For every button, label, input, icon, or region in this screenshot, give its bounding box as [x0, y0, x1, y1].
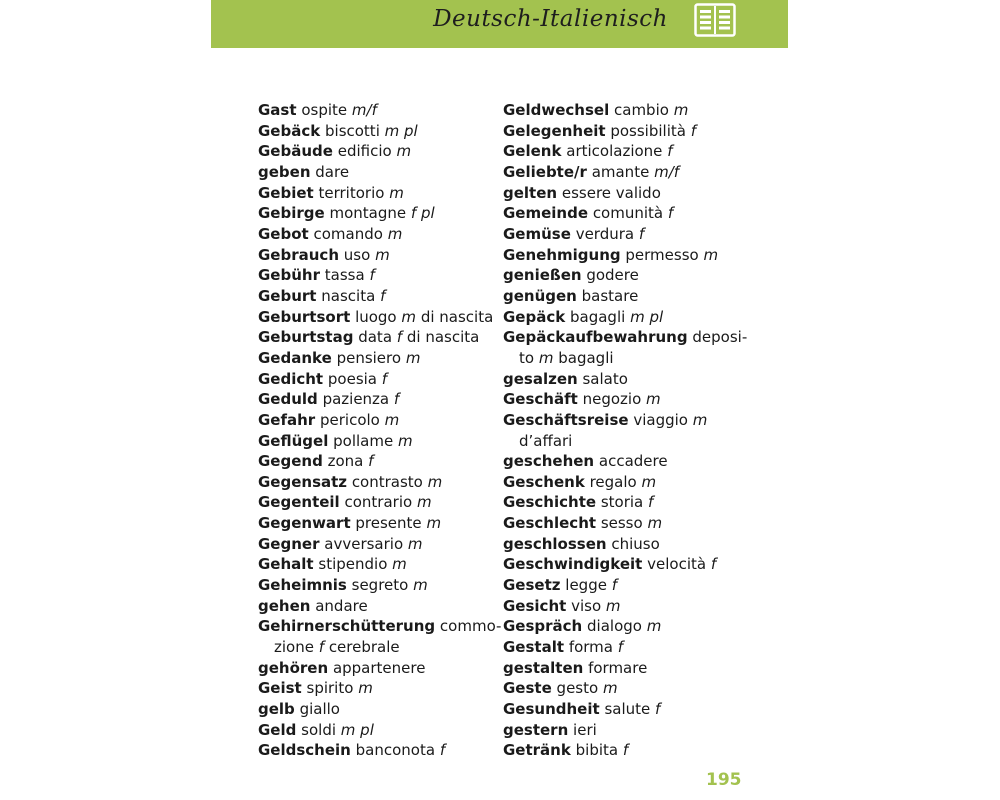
gender-marker: f	[622, 741, 629, 760]
headword: Gelegenheit	[503, 121, 606, 140]
headword: gelb	[258, 700, 295, 719]
headword: Gepäckaufbewahrung	[503, 328, 688, 347]
gender-marker: m	[426, 514, 442, 533]
headword: gestern	[503, 720, 569, 739]
dictionary-entry	[503, 369, 753, 390]
headword: Geldwechsel	[503, 101, 610, 119]
gender-marker: m	[646, 617, 662, 636]
dictionary-entry	[258, 658, 498, 679]
translation: viaggio	[633, 410, 688, 429]
dictionary-entry	[503, 100, 753, 121]
translation: essere valido	[561, 183, 661, 202]
gender-marker: f	[381, 369, 388, 388]
headword: gelten	[503, 183, 558, 202]
gender-marker: m	[407, 534, 423, 553]
dictionary-entry-continuation	[503, 431, 753, 452]
translation: spirito	[306, 679, 354, 698]
gender-marker: f	[690, 121, 696, 140]
headword: Gegenteil	[258, 493, 340, 512]
headword: Gepäck	[503, 307, 566, 326]
page-number: 195	[706, 770, 742, 790]
dictionary-entry	[258, 183, 498, 204]
headword: Gestalt	[503, 638, 565, 657]
gender-marker: m	[392, 555, 407, 574]
headword: Gast	[258, 101, 297, 119]
dictionary-entry	[503, 720, 753, 741]
translation: viso	[571, 596, 602, 615]
dictionary-entry	[503, 534, 753, 555]
page-header	[211, 0, 788, 48]
translation: chiuso	[611, 534, 660, 553]
dictionary-entry	[503, 678, 753, 699]
headword: Genehmigung	[503, 245, 621, 264]
headword: Gehirnerschütterung	[258, 617, 436, 636]
translation: salute	[604, 700, 651, 719]
translation: stipendio	[318, 555, 388, 574]
gender-marker: m pl	[340, 720, 374, 739]
dictionary-entry	[503, 596, 753, 617]
headword: Gehalt	[258, 555, 314, 574]
translation: segreto	[351, 576, 409, 595]
dictionary-entry	[258, 265, 498, 286]
dictionary-entry	[503, 472, 753, 493]
headword: gesalzen	[503, 369, 578, 388]
gender-marker: m	[602, 679, 618, 698]
dictionary-entry	[258, 121, 498, 142]
headword: Geist	[258, 679, 302, 698]
headword: Geschenk	[503, 472, 585, 491]
dictionary-entry	[503, 121, 753, 142]
translation: accadere	[598, 452, 668, 471]
headword: Geburt	[258, 286, 317, 305]
translation: giallo	[299, 700, 340, 719]
dictionary-entry	[258, 100, 498, 121]
gender-marker: m	[703, 245, 719, 264]
headword: Gedanke	[258, 348, 332, 367]
translation: cambio	[614, 101, 669, 119]
translation: formare	[588, 658, 648, 677]
translation: luogo	[355, 307, 397, 326]
headword: Geste	[503, 679, 552, 698]
gender-marker: m	[646, 390, 661, 409]
headword: Gemüse	[503, 224, 571, 243]
headword: Gebäude	[258, 142, 333, 161]
translation: zona	[327, 452, 364, 471]
dictionary-entry	[258, 348, 498, 369]
headword: Gelenk	[503, 142, 562, 161]
headword: Geflügel	[258, 431, 329, 450]
gender-marker: f	[369, 266, 375, 285]
headword: gehen	[258, 596, 311, 615]
dictionary-entry	[258, 141, 498, 162]
translation: uso	[343, 245, 371, 264]
dictionary-entry	[503, 513, 753, 534]
gender-marker: f	[667, 204, 674, 223]
translation: tassa	[324, 266, 365, 285]
gender-marker: m	[692, 410, 708, 429]
dictionary-entry	[258, 575, 498, 596]
open-book-icon	[694, 3, 736, 37]
translation: poesia	[327, 369, 377, 388]
headword: Gefahr	[258, 410, 316, 429]
gender-marker: f	[667, 142, 673, 161]
headword: genießen	[503, 266, 582, 285]
translation: gesto	[556, 679, 599, 698]
gender-marker: m	[605, 596, 621, 615]
translation: ospite	[301, 101, 348, 119]
translation: permesso	[625, 245, 699, 264]
dictionary-entry	[258, 513, 498, 534]
dictionary-entry	[258, 369, 498, 390]
dictionary-column-right	[503, 100, 753, 761]
dictionary-entry	[503, 183, 753, 204]
dictionary-entry	[503, 637, 753, 658]
headword: Gegensatz	[258, 472, 348, 491]
translation: montagne	[329, 204, 407, 223]
dictionary-entry	[503, 658, 753, 679]
dictionary-entry	[258, 596, 498, 617]
dictionary-entry	[503, 141, 753, 162]
dictionary-entry	[503, 203, 753, 224]
translation: d’affari	[519, 431, 573, 450]
gender-marker: f	[611, 576, 618, 595]
translation: dare	[315, 162, 350, 181]
gender-marker: m	[396, 142, 412, 161]
headword: Gebot	[258, 224, 309, 243]
gender-marker: f	[396, 328, 403, 347]
dictionary-entry	[503, 327, 753, 348]
gender-marker: m	[401, 307, 417, 326]
headword: Gegenwart	[258, 514, 351, 533]
gender-marker: m	[389, 183, 404, 202]
dictionary-entry	[503, 286, 753, 307]
gender-marker: m/f	[351, 101, 377, 119]
dictionary-entry	[258, 410, 498, 431]
translation: biscotti	[325, 121, 380, 140]
headword: Gebrauch	[258, 245, 339, 264]
headword: gestalten	[503, 658, 584, 677]
translation: regalo	[589, 472, 637, 491]
translation: comunità	[592, 204, 664, 223]
headword: Geschwindigkeit	[503, 555, 643, 574]
translation: deposi-	[692, 328, 748, 347]
translation: appartenere	[332, 658, 426, 677]
dictionary-entry-continuation	[503, 348, 753, 369]
translation-extra: di nascita	[420, 307, 494, 326]
gender-marker: m	[405, 348, 421, 367]
translation: comando	[313, 224, 383, 243]
translation: pericolo	[320, 410, 380, 429]
gender-marker: f	[655, 700, 661, 719]
section-title: Deutsch-Italienisch	[433, 6, 668, 32]
dictionary-entry	[258, 286, 498, 307]
gender-marker: m	[538, 348, 554, 367]
headword: Geschäftsreise	[503, 410, 629, 429]
translation: articolazione	[566, 142, 663, 161]
dictionary-entry	[503, 224, 753, 245]
gender-marker: m	[673, 101, 689, 119]
dictionary-entry	[503, 492, 753, 513]
headword: Geschichte	[503, 493, 597, 512]
dictionary-entry	[503, 389, 753, 410]
gender-marker: m	[416, 493, 432, 512]
translation: avversario	[324, 534, 404, 553]
gender-marker: f	[648, 493, 654, 512]
gender-marker: m	[375, 245, 390, 264]
dictionary-entry	[503, 265, 753, 286]
gender-marker: m pl	[384, 121, 418, 140]
translation: andare	[315, 596, 368, 615]
dictionary-entry	[258, 492, 498, 513]
headword: Geduld	[258, 390, 318, 409]
gender-marker: m	[387, 224, 403, 243]
translation: storia	[600, 493, 644, 512]
dictionary-entry	[503, 740, 753, 761]
translation: amante	[591, 162, 650, 181]
headword: Gesetz	[503, 576, 561, 595]
gender-marker: m	[413, 576, 428, 595]
translation-extra: bagagli	[558, 348, 614, 367]
headword: Geschäft	[503, 390, 578, 409]
headword: Geldschein	[258, 741, 351, 760]
translation: godere	[586, 266, 639, 285]
dictionary-entry	[258, 472, 498, 493]
gender-marker: f	[380, 286, 386, 305]
dictionary-entry	[258, 740, 498, 761]
gender-marker: f	[638, 224, 645, 243]
dictionary-entry	[258, 616, 502, 637]
dictionary-entry	[503, 410, 753, 431]
translation-extra: cerebrale	[328, 638, 400, 657]
translation: dialogo	[587, 617, 642, 636]
translation-extra: di nascita	[406, 328, 480, 347]
dictionary-entry	[503, 616, 753, 637]
translation: edificio	[337, 142, 392, 161]
dictionary-entry	[258, 307, 498, 328]
dictionary-entry	[258, 162, 498, 183]
gender-marker: f	[318, 638, 325, 657]
translation: bastare	[581, 286, 639, 305]
headword: Geheimnis	[258, 576, 347, 595]
headword: Gesundheit	[503, 700, 600, 719]
dictionary-entry	[258, 203, 498, 224]
translation: nascita	[321, 286, 376, 305]
headword: Gebirge	[258, 204, 325, 223]
gender-marker: f	[617, 638, 624, 657]
dictionary-entry	[503, 162, 753, 183]
translation: sesso	[600, 514, 643, 533]
dictionary-entry	[258, 678, 498, 699]
headword: Gedicht	[258, 369, 324, 388]
gender-marker: m	[641, 472, 657, 491]
dictionary-entry	[503, 451, 753, 472]
translation: bagagli	[570, 307, 626, 326]
dictionary-entry	[258, 224, 498, 245]
dictionary-entry	[503, 245, 753, 266]
headword: Gegner	[258, 534, 320, 553]
gender-marker: f	[710, 555, 717, 574]
headword: Getränk	[503, 741, 571, 760]
headword: genügen	[503, 286, 577, 305]
headword: Gespräch	[503, 617, 583, 636]
gender-marker: m	[427, 472, 443, 491]
headword: Gegend	[258, 452, 323, 471]
translation: data	[358, 328, 393, 347]
headword: Gesicht	[503, 596, 567, 615]
headword: Geliebte/r	[503, 162, 587, 181]
gender-marker: f	[368, 452, 374, 471]
gender-marker: m pl	[630, 307, 664, 326]
translation: salato	[582, 369, 628, 388]
headword: geschlossen	[503, 534, 607, 553]
headword: Gebäck	[258, 121, 321, 140]
translation: ieri	[573, 720, 597, 739]
translation: verdura	[575, 224, 635, 243]
dictionary-entry	[258, 534, 498, 555]
gender-marker: f	[393, 390, 400, 409]
gender-marker: m	[397, 431, 413, 450]
dictionary-entry	[258, 720, 498, 741]
dictionary-entry	[258, 389, 498, 410]
gender-marker: f pl	[410, 204, 435, 223]
translation: possibilità	[610, 121, 686, 140]
dictionary-entry	[503, 699, 753, 720]
headword: Geburtsort	[258, 307, 351, 326]
dictionary-entry	[258, 327, 498, 348]
translation: banconota	[355, 741, 436, 760]
translation: velocità	[647, 555, 707, 574]
dictionary-entry-continuation	[258, 637, 498, 658]
translation: pollame	[333, 431, 394, 450]
dictionary-entry	[258, 245, 498, 266]
translation: contrario	[344, 493, 413, 512]
translation: pazienza	[322, 390, 390, 409]
headword: Gebühr	[258, 266, 320, 285]
dictionary-entry	[503, 307, 753, 328]
gender-marker: m	[358, 679, 373, 698]
gender-marker: m	[384, 410, 400, 429]
headword: Geburtstag	[258, 328, 354, 347]
dictionary-entry	[258, 431, 498, 452]
translation: pensiero	[336, 348, 402, 367]
dictionary-entry	[258, 699, 498, 720]
dictionary-entry	[258, 554, 498, 575]
headword: gehören	[258, 658, 329, 677]
headword: Gebiet	[258, 183, 314, 202]
translation: commo-	[439, 617, 502, 636]
headword: geschehen	[503, 452, 595, 471]
gender-marker: m/f	[654, 162, 680, 181]
translation: presente	[355, 514, 422, 533]
gender-marker: f	[439, 741, 446, 760]
translation: negozio	[582, 390, 642, 409]
headword: geben	[258, 162, 311, 181]
translation: bibita	[575, 741, 619, 760]
translation: zione	[274, 638, 314, 657]
headword: Gemeinde	[503, 204, 589, 223]
dictionary-entry	[503, 554, 753, 575]
dictionary-entry	[503, 575, 753, 596]
translation: soldi	[301, 720, 337, 739]
translation: territorio	[318, 183, 385, 202]
dictionary-column-left	[258, 100, 502, 761]
translation: forma	[568, 638, 613, 657]
headword: Geschlecht	[503, 514, 597, 533]
translation: legge	[565, 576, 607, 595]
headword: Geld	[258, 720, 297, 739]
translation: contrasto	[351, 472, 423, 491]
translation: to	[519, 348, 535, 367]
dictionary-entry	[258, 451, 498, 472]
gender-marker: m	[647, 514, 663, 533]
